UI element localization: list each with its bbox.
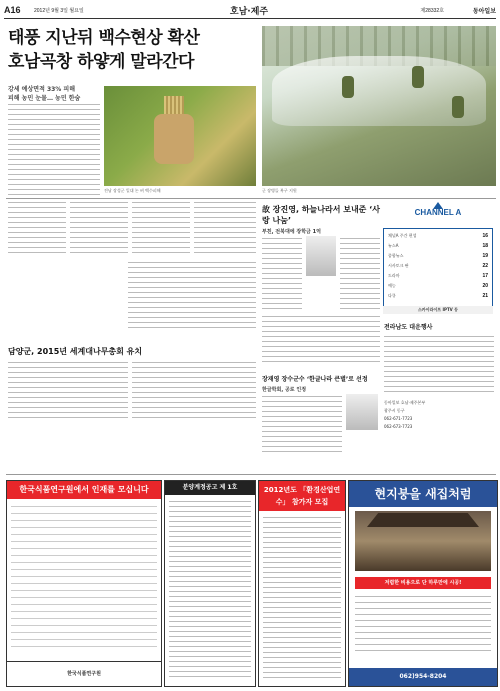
lead-subheads [8,84,80,102]
schedule-row[interactable]: 시사토크 판 22 [388,263,488,269]
lead-body-col5 [194,200,256,255]
ad-sale-notice[interactable] [164,480,256,687]
roof-shape [367,513,479,527]
schedule-row[interactable]: 채널A 주간 편성 16 [388,233,488,239]
article4-headline[interactable]: 담양군, 2015년 세계대나무총회 유치 [8,347,143,356]
soldier-figure [412,66,424,88]
soldier-figure [452,96,464,118]
publication-name: 동아일보 [472,8,496,15]
portrait-photo [346,394,378,430]
hand-holding-rice [154,114,194,164]
sidebar-address-1: 동아일보 호남·제주본부 [384,400,426,405]
lead-body-col4 [132,200,190,255]
lead-headline[interactable] [8,26,258,74]
greenhouse-photo-caption: 군 장병들 복구 지원 [262,188,297,193]
sidebar-headline[interactable]: 전라남도 대운행사 [384,324,433,331]
article3-body [262,394,342,454]
ad1-footer: 한국식품연구원 [7,661,161,686]
ad-environment-training[interactable] [258,480,346,687]
lead-body-col2 [8,200,66,255]
section-title: 호남·제주 [229,7,269,17]
ad2-body [169,499,251,679]
article2-body-col3 [262,314,380,364]
ad4-phone: 062)954-8204 [349,668,497,686]
page-header [4,4,496,19]
divider [6,198,496,199]
lead-subhead-1: 강세 예상면적 33% 피해 [8,86,75,93]
article2-body-col2 [340,236,380,310]
article2-headline[interactable]: 故 장진영, 하늘나라서 보내준 ‘사랑 나눔’ [262,205,380,225]
schedule-row[interactable]: 다큐 21 [388,293,488,299]
ad1-body [11,503,157,653]
channel-bar: 스카이라이프 IPTV 등 [383,306,493,314]
ad4-title: 현지붕을 새집처럼 [349,481,497,507]
ad4-body [355,593,491,655]
sidebar-phone-2: 062-673-7723 [384,424,413,429]
schedule-row[interactable]: 뉴스A 18 [388,243,488,249]
portrait-photo [306,236,336,276]
schedule-row[interactable]: 드라마 17 [388,273,488,279]
article2-kicker: 부친, 전북대에 장학금 1억 [262,229,321,235]
article3-kicker: 한글학회, 공로 인정 [262,387,307,393]
article3-headline[interactable]: 장재영 장수군수 ‘한글나라 큰별’로 선정 [262,376,368,383]
divider [6,474,496,475]
issue-date: 2012년 9월 3일 월요일 [34,8,84,14]
article4-body-col1 [8,360,128,420]
ad3-body [263,515,341,679]
lead-subhead-2: 피해 농민 눈물… 농민 한숨 [8,95,81,102]
lead-body-col1 [8,102,100,198]
ad2-title: 분양계정공고 제 1호 [165,481,255,495]
channel-a-logo: CHANNEL A [414,208,462,217]
article4-body-col2 [132,360,256,420]
schedule-box [383,228,493,308]
rice-photo [104,86,256,186]
ad1-title: 한국식품연구원에서 인재를 모십니다 [7,481,161,499]
ad-food-research[interactable] [6,480,162,687]
issue-number: 제28332호 [420,8,444,14]
ad4-red-banner: 저렴한 비용으로 단 하루만에 시공! [355,577,491,589]
sidebar-address-2: 광주시 동구 [384,408,405,413]
soldier-figure [342,76,354,98]
sidebar-body [384,334,494,394]
greenhouse-photo [262,26,496,186]
page-number: A16 [4,5,21,15]
schedule-row[interactable]: 예능 20 [388,283,488,289]
lead-body-col3 [70,200,128,255]
ad3-title: 2012년도 「환경산업연수」 참가자 모집 [259,481,345,511]
ad-roof[interactable] [348,480,498,687]
lead-headline-line1: 태풍 지난뒤 백수현상 확산 [8,28,200,48]
article2-body-col1 [262,236,302,310]
schedule-row[interactable]: 종합뉴스 19 [388,253,488,259]
sidebar-phone-1: 062-671-7723 [384,416,413,421]
rice-photo-caption: 전남 장성군 일대 논 벼 백수피해 [104,188,161,193]
lead-headline-line2: 호남곡창 하얗게 말라간다 [8,52,194,72]
lead-body-cont [128,260,256,330]
